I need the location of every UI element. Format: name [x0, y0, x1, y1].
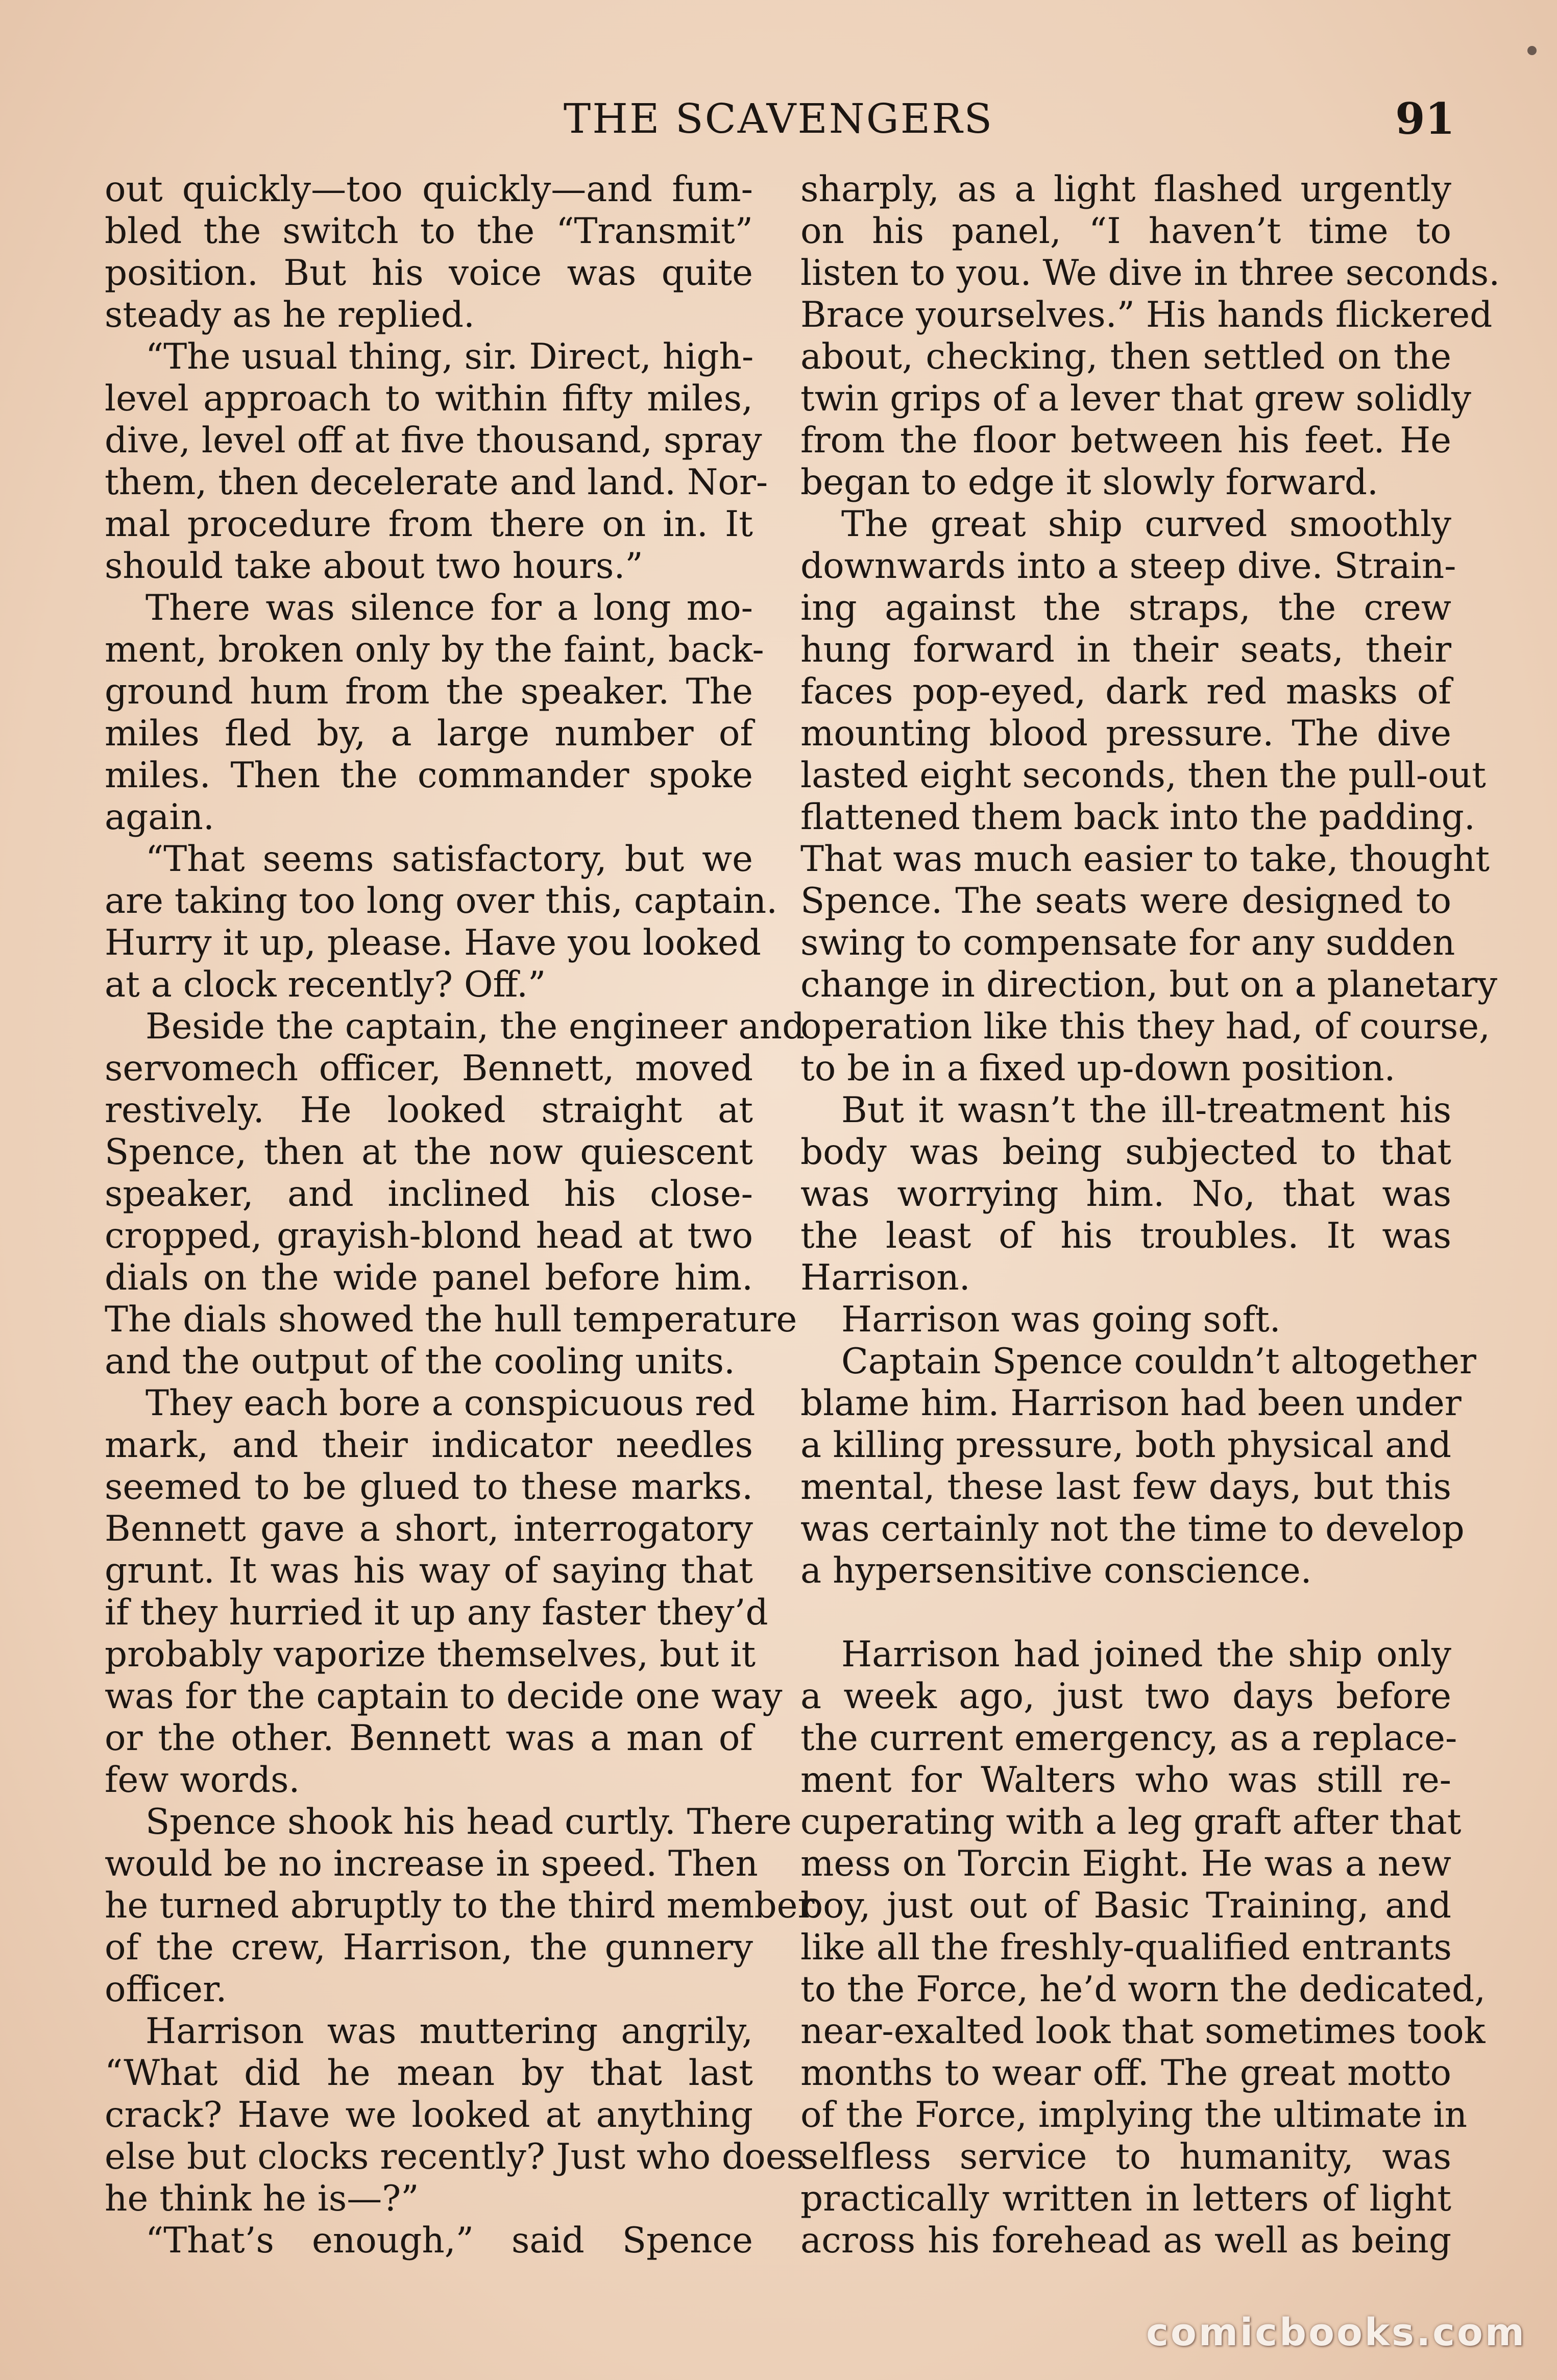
page-number: 91: [1395, 93, 1455, 144]
text-line: seemed to be glued to these marks.: [105, 1467, 753, 1508]
text-line: bled the switch to the “Transmit”: [105, 211, 753, 252]
text-line: downwards into a steep dive. Strain-: [800, 546, 1456, 587]
text-line: cropped, grayish-blond head at two: [105, 1216, 753, 1256]
text-line: would be no increase in speed. Then: [105, 1843, 758, 1884]
text-line: dials on the wide panel before him.: [105, 1257, 753, 1298]
text-line: at a clock recently? Off.”: [105, 964, 546, 1005]
text-line: cuperating with a leg graft after that: [800, 1802, 1462, 1842]
text-line: “That seems satisfactory, but we: [145, 839, 753, 880]
text-line: a hypersensitive conscience.: [800, 1550, 1312, 1591]
text-line: steady as he replied.: [105, 295, 475, 335]
text-line: There was silence for a long mo-: [145, 588, 753, 628]
text-line: miles fled by, a large number of: [105, 713, 753, 754]
text-line: are taking too long over this, captain.: [105, 881, 778, 921]
text-line: like all the freshly-qualified entrants: [800, 1927, 1452, 1968]
text-line: on his panel, “I haven’t time to: [800, 211, 1451, 252]
text-line: ing against the straps, the crew: [800, 588, 1451, 628]
text-line: “What did he mean by that last: [105, 2053, 753, 2094]
section-break: [800, 1592, 1451, 1634]
text-line: Harrison was muttering angrily,: [145, 2011, 753, 2052]
text-line: them, then decelerate and land. Nor-: [105, 462, 768, 503]
text-line: Captain Spence couldn’t altogether: [841, 1341, 1476, 1382]
text-line: dive, level off at five thousand, spray: [105, 420, 762, 461]
text-line: miles. Then the commander spoke: [105, 755, 753, 796]
text-line: near-exalted look that sometimes took: [800, 2011, 1486, 2052]
text-line: crack? Have we looked at anything: [105, 2095, 753, 2135]
text-line: he turned abruptly to the third member: [105, 1885, 815, 1926]
text-line: ment, broken only by the faint, back-: [105, 629, 764, 670]
text-line: twin grips of a lever that grew solidly: [800, 378, 1471, 419]
page-header: [102, 91, 1455, 147]
text-line: ment for Walters who was still re-: [800, 1760, 1451, 1801]
text-line: should take about two hours.”: [105, 546, 643, 587]
text-line: a killing pressure, both physical and: [800, 1425, 1451, 1466]
text-line: lasted eight seconds, then the pull-out: [800, 755, 1486, 796]
text-line: They each bore a conspicuous red: [145, 1383, 756, 1424]
text-line: began to edge it slowly forward.: [800, 462, 1378, 503]
text-line: mal procedure from there on in. It: [105, 504, 753, 545]
text-line: from the floor between his feet. He: [800, 420, 1451, 461]
right-column: [800, 168, 1500, 2262]
text-line: practically written in letters of light: [800, 2178, 1451, 2219]
text-line: about, checking, then settled on the: [800, 336, 1451, 377]
text-line: faces pop-eyed, dark red masks of: [800, 671, 1451, 712]
text-line: probably vaporize themselves, but it: [105, 1634, 756, 1675]
text-line: The dials showed the hull temperature: [105, 1299, 797, 1340]
text-line: Harrison was going soft.: [841, 1299, 1281, 1340]
text-line: was for the captain to decide one way: [105, 1676, 783, 1717]
text-line: few words.: [105, 1760, 300, 1801]
text-line: Harrison.: [800, 1257, 970, 1298]
text-line: The great ship curved smoothly: [841, 504, 1451, 545]
text-line: or the other. Bennett was a man of: [105, 1718, 753, 1759]
text-line: level approach to within fifty miles,: [105, 378, 753, 419]
text-line: officer.: [105, 1969, 227, 2010]
text-line: operation like this they had, of course,: [800, 1006, 1490, 1047]
ink-speck: [1527, 46, 1537, 55]
left-column: [105, 168, 815, 2262]
text-line: mark, and their indicator needles: [105, 1425, 753, 1466]
text-line: the current emergency, as a replace-: [800, 1718, 1457, 1759]
text-line: Spence shook his head curtly. There: [145, 1802, 792, 1842]
text-line: mental, these last few days, but this: [800, 1467, 1451, 1508]
text-line: to be in a fixed up-down position.: [800, 1048, 1396, 1089]
text-line: to the Force, he’d worn the dedicated,: [800, 1969, 1486, 2010]
text-line: That was much easier to take, thought: [800, 839, 1490, 880]
text-line: change in direction, but on a planetary: [800, 964, 1498, 1005]
text-line: sharply, as a light flashed urgently: [800, 169, 1451, 210]
running-title: THE SCAVENGERS: [563, 95, 994, 142]
text-line: restively. He looked straight at: [105, 1090, 753, 1131]
text-line: else but clocks recently? Just who does: [105, 2136, 805, 2177]
text-line: ground hum from the speaker. The: [105, 671, 753, 712]
text-line: “That’s enough,” said Spence: [145, 2220, 753, 2261]
site-watermark: comicbooks.com: [1146, 2311, 1526, 2354]
text-line: out quickly—too quickly—and fum-: [105, 169, 753, 210]
text-line: of the Force, implying the ultimate in: [800, 2095, 1468, 2135]
text-line: boy, just out of Basic Training, and: [800, 1885, 1451, 1926]
text-line: across his forehead as well as being: [800, 2220, 1451, 2261]
text-line: hung forward in their seats, their: [800, 629, 1451, 670]
text-line: mounting blood pressure. The dive: [800, 713, 1451, 754]
text-line: again.: [105, 797, 214, 838]
text-line: speaker, and inclined his close-: [105, 1174, 753, 1215]
text-line: But it wasn’t the ill-treatment his: [841, 1090, 1451, 1131]
text-line: if they hurried it up any faster they’d: [105, 1592, 768, 1633]
text-line: swing to compensate for any sudden: [800, 922, 1455, 963]
text-line: Beside the captain, the engineer and: [145, 1006, 805, 1047]
text-line: was worrying him. No, that was: [800, 1174, 1451, 1215]
text-line: Bennett gave a short, interrogatory: [105, 1509, 753, 1549]
text-line: was certainly not the time to develop: [800, 1509, 1465, 1549]
text-line: the least of his troubles. It was: [800, 1216, 1451, 1256]
text-line: selfless service to humanity, was: [800, 2136, 1451, 2177]
text-line: Brace yourselves.” His hands flickered: [800, 295, 1493, 335]
text-line: position. But his voice was quite: [105, 253, 753, 294]
text-line: servomech officer, Bennett, moved: [105, 1048, 753, 1089]
text-line: mess on Torcin Eight. He was a new: [800, 1843, 1451, 1884]
text-line: Hurry it up, please. Have you looked: [105, 922, 761, 963]
text-line: grunt. It was his way of saying that: [105, 1550, 753, 1591]
text-line: of the crew, Harrison, the gunnery: [105, 1927, 753, 1968]
text-line: months to wear off. The great motto: [800, 2053, 1451, 2094]
text-line: body was being subjected to that: [800, 1132, 1451, 1173]
text-line: a week ago, just two days before: [800, 1676, 1451, 1717]
text-line: Spence. The seats were designed to: [800, 881, 1451, 921]
text-line: listen to you. We dive in three seconds.: [800, 253, 1500, 294]
text-line: “The usual thing, sir. Direct, high-: [145, 336, 754, 377]
text-line: he think he is—?”: [105, 2178, 419, 2219]
text-line: flattened them back into the padding.: [800, 797, 1475, 838]
text-line: and the output of the cooling units.: [105, 1341, 735, 1382]
text-line: blame him. Harrison had been under: [800, 1383, 1462, 1424]
text-line: Spence, then at the now quiescent: [105, 1132, 753, 1173]
text-line: Harrison had joined the ship only: [841, 1634, 1451, 1675]
